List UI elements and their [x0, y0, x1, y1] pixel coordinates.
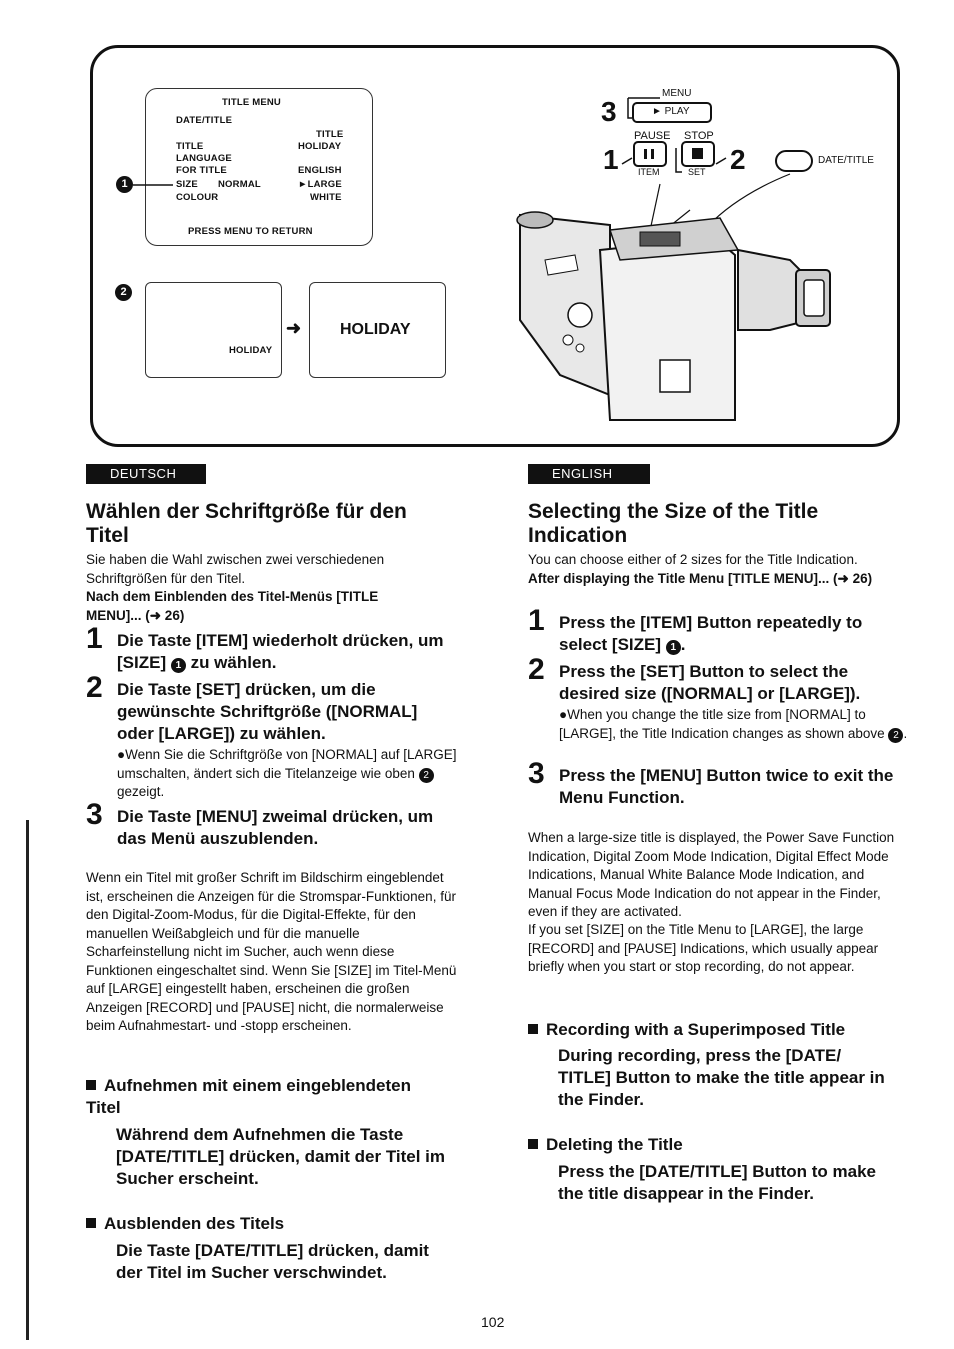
screen-large-size [309, 282, 446, 378]
menu-value-white: WHITE [310, 192, 342, 203]
deutsch-intro: Sie haben die Wahl zwischen zwei verschiedenen Schriftgrößen für den Titel. [86, 552, 385, 586]
english-step1-number: 1 [528, 604, 545, 637]
screen-large-title: HOLIDAY [340, 321, 411, 338]
deutsch-step2-note: ●Wenn Sie die Schriftgröße von [NORMAL] auf [LARGE] umschalten, ändert sich die Titelanzeige wie oben 2 gezeigt. [117, 747, 457, 799]
marker-2: 2 [115, 284, 132, 301]
marker-1: 1 [116, 176, 133, 193]
menu-row-for-title: FOR TITLE [176, 165, 227, 176]
english-step2-note: ●When you change the title size from [NORMAL] to [LARGE], the Title Indication changes as shown above 2 . [559, 707, 908, 741]
deutsch-section-hide-heading: Ausblenden des Titels [86, 1213, 446, 1235]
square-bullet-icon [86, 1080, 96, 1090]
english-paragraph-2: If you set [SIZE] on the Title Menu to [LARGE], the large [RECORD] and [PAUSE] Indications, which usually appear briefly when you start or stop recording, do not appear. [528, 922, 879, 974]
tab-english: ENGLISH [528, 464, 650, 484]
item-label: ITEM [638, 167, 660, 177]
menu-row-size: SIZE [176, 179, 198, 190]
circled-1-icon: 1 [666, 640, 681, 655]
english-step3: Press the [MENU] Button twice to exit the Menu Function. [559, 766, 894, 807]
arrow-icon: ➜ [286, 318, 302, 338]
deutsch-step1-number: 1 [86, 622, 103, 655]
english-step2: Press the [SET] Button to select the desired size ([NORMAL] or [LARGE]). [559, 662, 861, 703]
circled-2-icon: 2 [419, 768, 434, 783]
menu-value-english: ENGLISH [298, 165, 342, 176]
pause-label: PAUSE [634, 130, 671, 142]
set-label: SET [688, 167, 706, 177]
screen-normal-title: HOLIDAY [229, 345, 273, 356]
menu-value-holiday: HOLIDAY [298, 141, 342, 152]
menu-size-normal: NORMAL [218, 179, 261, 190]
menu-value-large: ►LARGE [298, 179, 342, 190]
deutsch-step2-number: 2 [86, 671, 103, 704]
menu-row-title: TITLE [176, 141, 204, 152]
menu-row-colour: COLOUR [176, 192, 219, 203]
square-bullet-icon [528, 1024, 538, 1034]
step-2-label: 2 [730, 144, 746, 175]
english-title: Selecting the Size of the Title Indication [528, 500, 819, 547]
play-button-label: ► PLAY [652, 106, 690, 117]
deutsch-step3-number: 3 [86, 798, 103, 831]
deutsch-section-record-heading: Aufnehmen mit einem eingeblendeten Titel [86, 1076, 411, 1117]
deutsch-title: Wählen der Schriftgröße für den Titel [86, 500, 407, 547]
scan-edge-line [26, 820, 29, 1340]
date-title-label: DATE/TITLE [818, 155, 874, 166]
english-step3-number: 3 [528, 757, 545, 790]
english-prereq: After displaying the Title Menu [TITLE MENU]... (➜ 26) [528, 571, 873, 586]
english-paragraph-1: When a large-size title is displayed, the Power Save Function Indication, Digital Zoom Mode Indication, Digital Effect Mode Indications, Manual White Balance Mode Indication, and Manual Focus Mode Indication do not appear in the Finder, even if they are activated. [528, 830, 895, 919]
step-1-label: 1 [603, 144, 619, 175]
deutsch-step3: Die Taste [MENU] zweimal drücken, um das Menü auszublenden. [117, 807, 434, 848]
menu-footer: PRESS MENU TO RETURN [188, 226, 313, 237]
square-bullet-icon [528, 1139, 538, 1149]
menu-row-language: LANGUAGE [176, 153, 232, 164]
english-step1: Press the [ITEM] Button repeatedly to select [SIZE] 1 . [559, 613, 863, 654]
menu-subheading: DATE/TITLE [176, 115, 233, 126]
deutsch-section-record-body: Während dem Aufnehmen die Taste [DATE/TITLE] drücken, damit der Titel im Sucher erscheint. [116, 1125, 446, 1188]
english-section-record-body: During recording, press the [DATE/ TITLE] Button to make the title appear in the Finder. [558, 1046, 885, 1109]
title-menu-screen [145, 88, 373, 246]
camcorder-illustration [500, 170, 840, 425]
circled-2-icon: 2 [888, 728, 903, 743]
marker-1-pointer [133, 172, 178, 202]
english-section-delete-heading: Deleting the Title [528, 1134, 908, 1156]
screen-normal-size [145, 282, 282, 378]
menu-heading: TITLE MENU [222, 97, 281, 108]
step-3-label: 3 [601, 96, 617, 127]
deutsch-step1: Die Taste [ITEM] wiederholt drücken, um [SIZE] 1 zu wählen. [117, 631, 444, 672]
english-section-delete-body: Press the [DATE/TITLE] Button to make the title disappear in the Finder. [558, 1162, 876, 1203]
square-bullet-icon [86, 1218, 96, 1228]
menu-value-title: TITLE [316, 129, 344, 140]
deutsch-section-hide-body: Die Taste [DATE/TITLE] drücken, damit der Titel im Sucher verschwindet. [116, 1241, 429, 1282]
deutsch-prereq: Nach dem Einblenden des Titel-Menüs [TITLE MENU]... (➜ 26) [86, 589, 379, 623]
english-step2-number: 2 [528, 653, 545, 686]
deutsch-paragraph: Wenn ein Titel mit großer Schrift im Bildschirm eingeblendet ist, erscheinen die Anzeigen für die Stromspar-Funktionen, für den Digital-Zoom-Modus, für die Digital-Effekte, für den manuellen Weißabgleich und für die manuelle Scharfeinstellung nicht im Sucher, auch wenn diese Funktionen eingeschaltet sind. Wenn Sie [SIZE] im Titel-Menü auf [LARGE] eingestellt haben, erscheinen die großen Anzeigen [RECORD] und [PAUSE] nicht, die normalerweise beim Aufnahmestart- und -stopp erscheinen. [86, 870, 457, 1033]
english-section-record-heading: Recording with a Superimposed Title [528, 1019, 908, 1041]
stop-label: STOP [684, 130, 714, 142]
circled-1-icon: 1 [171, 658, 186, 673]
tab-deutsch: DEUTSCH [86, 464, 206, 484]
english-intro: You can choose either of 2 sizes for the Title Indication. [528, 552, 858, 567]
date-title-button-shape [775, 150, 813, 172]
deutsch-step2: Die Taste [SET] drücken, um die gewünschte Schriftgröße ([NORMAL] oder [LARGE]) zu wählen. [117, 680, 418, 743]
page-number: 102 [481, 1314, 505, 1330]
menu-button-label: MENU [662, 88, 692, 99]
